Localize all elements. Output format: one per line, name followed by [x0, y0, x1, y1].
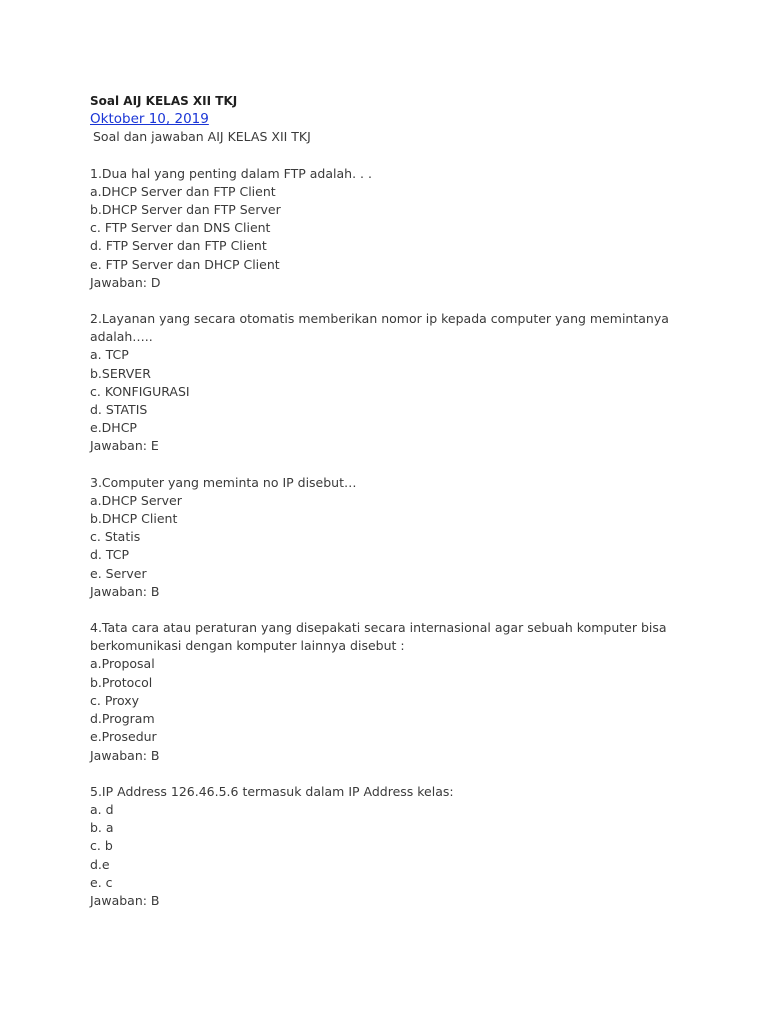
answer-option: d. TCP [90, 547, 130, 563]
question-text: adalah….. [90, 329, 153, 345]
answer-option: e. FTP Server dan DHCP Client [90, 256, 280, 272]
blank-line [90, 456, 730, 474]
answer-option: a. TCP [90, 347, 129, 363]
document-page [90, 92, 730, 910]
answer-option: a.DHCP Server dan FTP Client [90, 183, 276, 199]
question-block [90, 165, 730, 292]
answer-option: d.e [90, 856, 110, 872]
answer-key: Jawaban: D [90, 274, 161, 290]
answer-option: a.Proposal [90, 656, 155, 672]
blank-line [90, 147, 730, 165]
question-text: 3.Computer yang meminta no IP disebut… [90, 474, 357, 490]
answer-option: d. STATIS [90, 402, 148, 418]
answer-key: Jawaban: B [90, 747, 160, 763]
blank-line [90, 601, 730, 619]
answer-option: c. b [90, 838, 113, 854]
answer-option: c. KONFIGURASI [90, 383, 190, 399]
answer-option: e. Server [90, 565, 147, 581]
answer-option: e. c [90, 874, 113, 890]
answer-option: b.DHCP Server dan FTP Server [90, 202, 281, 218]
answer-key: Jawaban: B [90, 892, 160, 908]
question-block [90, 310, 730, 456]
question-text: 2.Layanan yang secara otomatis memberikan nomor ip kepada computer yang memintanya [90, 311, 669, 327]
question-text: berkomunikasi dengan komputer lainnya disebut : [90, 638, 405, 654]
question-block [90, 474, 730, 601]
date-link[interactable]: Oktober 10, 2019 [90, 111, 209, 128]
answer-option: b.DHCP Client [90, 511, 178, 527]
answer-option: b.Protocol [90, 674, 153, 690]
question-text: 5.IP Address 126.46.5.6 termasuk dalam IP Address kelas: [90, 783, 454, 799]
answer-option: a. d [90, 801, 114, 817]
document-subtitle: Soal dan jawaban AIJ KELAS XII TKJ [93, 129, 311, 145]
question-list [90, 147, 730, 911]
blank-line [90, 765, 730, 783]
answer-option: d.Program [90, 711, 155, 727]
question-block [90, 783, 730, 910]
answer-option: e.Prosedur [90, 729, 157, 745]
answer-key: Jawaban: E [90, 438, 159, 454]
answer-option: b.SERVER [90, 365, 151, 381]
answer-option: c. Statis [90, 529, 141, 545]
answer-option: c. Proxy [90, 692, 140, 708]
answer-option: d. FTP Server dan FTP Client [90, 238, 267, 254]
answer-option: a.DHCP Server [90, 492, 182, 508]
document-title: Soal AIJ KELAS XII TKJ [90, 94, 238, 108]
question-text: 4.Tata cara atau peraturan yang disepakati secara internasional agar sebuah komputer bisa [90, 620, 667, 636]
blank-line [90, 292, 730, 310]
answer-option: e.DHCP [90, 420, 137, 436]
answer-option: c. FTP Server dan DNS Client [90, 220, 271, 236]
question-block [90, 619, 730, 765]
answer-option: b. a [90, 820, 114, 836]
question-text: 1.Dua hal yang penting dalam FTP adalah. . . [90, 165, 372, 181]
answer-key: Jawaban: B [90, 583, 160, 599]
